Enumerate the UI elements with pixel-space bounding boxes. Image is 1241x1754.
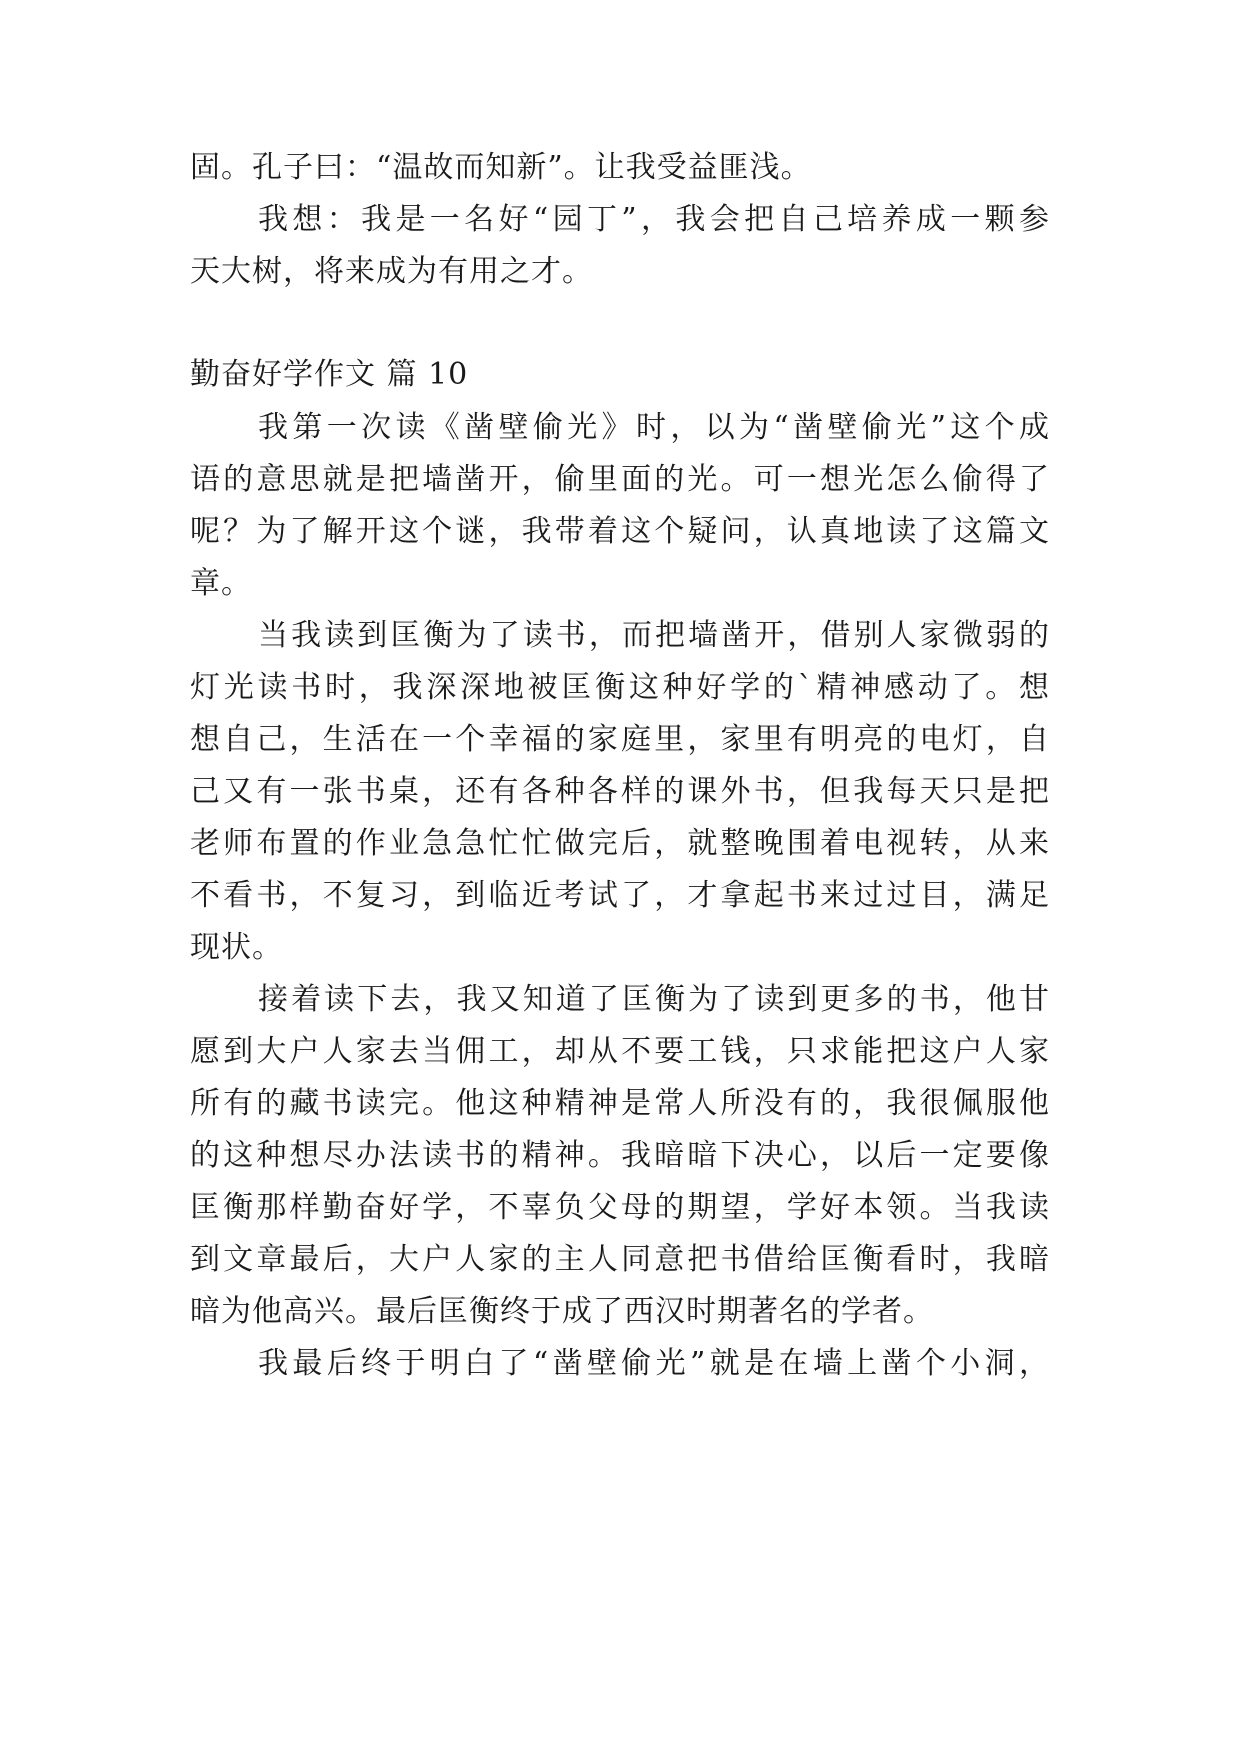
paragraph-3-line-3: 呢？为了解开这个谜，我带着这个疑问，认真地读了这篇文 bbox=[190, 514, 1050, 549]
paragraph-1-line-1: 固。孔子曰：“温故而知新”。让我受益匪浅。 bbox=[190, 150, 812, 185]
paragraph-3-line-4: 章。 bbox=[190, 566, 252, 601]
paragraph-5-line-7: 暗为他高兴。最后匡衡终于成了西汉时期著名的学者。 bbox=[190, 1294, 934, 1329]
paragraph-3-line-1: 我第一次读《凿壁偷光》时，以为“凿壁偷光”这个成 bbox=[258, 410, 1050, 445]
section-heading: 勤奋好学作文 篇 10 bbox=[190, 357, 469, 392]
paragraph-5-line-5: 匡衡那样勤奋好学，不辜负父母的期望，学好本领。当我读 bbox=[190, 1190, 1050, 1225]
paragraph-4-line-2: 灯光读书时，我深深地被匡衡这种好学的`精神感动了。想 bbox=[190, 670, 1050, 705]
paragraph-3-line-2: 语的意思就是把墙凿开，偷里面的光。可一想光怎么偷得了 bbox=[190, 462, 1050, 497]
paragraph-4-line-4: 己又有一张书桌，还有各种各样的课外书，但我每天只是把 bbox=[190, 774, 1050, 809]
paragraph-2-line-1: 我想：我是一名好“园丁”，我会把自己培养成一颗参 bbox=[258, 202, 1050, 237]
paragraph-5-line-1: 接着读下去，我又知道了匡衡为了读到更多的书，他甘 bbox=[258, 982, 1050, 1017]
paragraph-5-line-4: 的这种想尽办法读书的精神。我暗暗下决心，以后一定要像 bbox=[190, 1138, 1050, 1173]
paragraph-4-line-6: 不看书，不复习，到临近考试了，才拿起书来过过目，满足 bbox=[190, 878, 1050, 913]
paragraph-5-line-3: 所有的藏书读完。他这种精神是常人所没有的，我很佩服他 bbox=[190, 1086, 1050, 1121]
paragraph-4-line-1: 当我读到匡衡为了读书，而把墙凿开，借别人家微弱的 bbox=[258, 618, 1050, 653]
paragraph-5-line-6: 到文章最后，大户人家的主人同意把书借给匡衡看时，我暗 bbox=[190, 1242, 1050, 1277]
paragraph-6-line-1: 我最后终于明白了“凿壁偷光”就是在墙上凿个小洞， bbox=[258, 1346, 1050, 1381]
paragraph-4-line-3: 想自己，生活在一个幸福的家庭里，家里有明亮的电灯，自 bbox=[190, 722, 1050, 757]
paragraph-4-line-7: 现状。 bbox=[190, 930, 283, 965]
paragraph-2-line-2: 天大树，将来成为有用之才。 bbox=[190, 254, 593, 289]
paragraph-5-line-2: 愿到大户人家去当佣工，却从不要工钱，只求能把这户人家 bbox=[190, 1034, 1050, 1069]
paragraph-4-line-5: 老师布置的作业急急忙忙做完后，就整晚围着电视转，从来 bbox=[190, 826, 1050, 861]
